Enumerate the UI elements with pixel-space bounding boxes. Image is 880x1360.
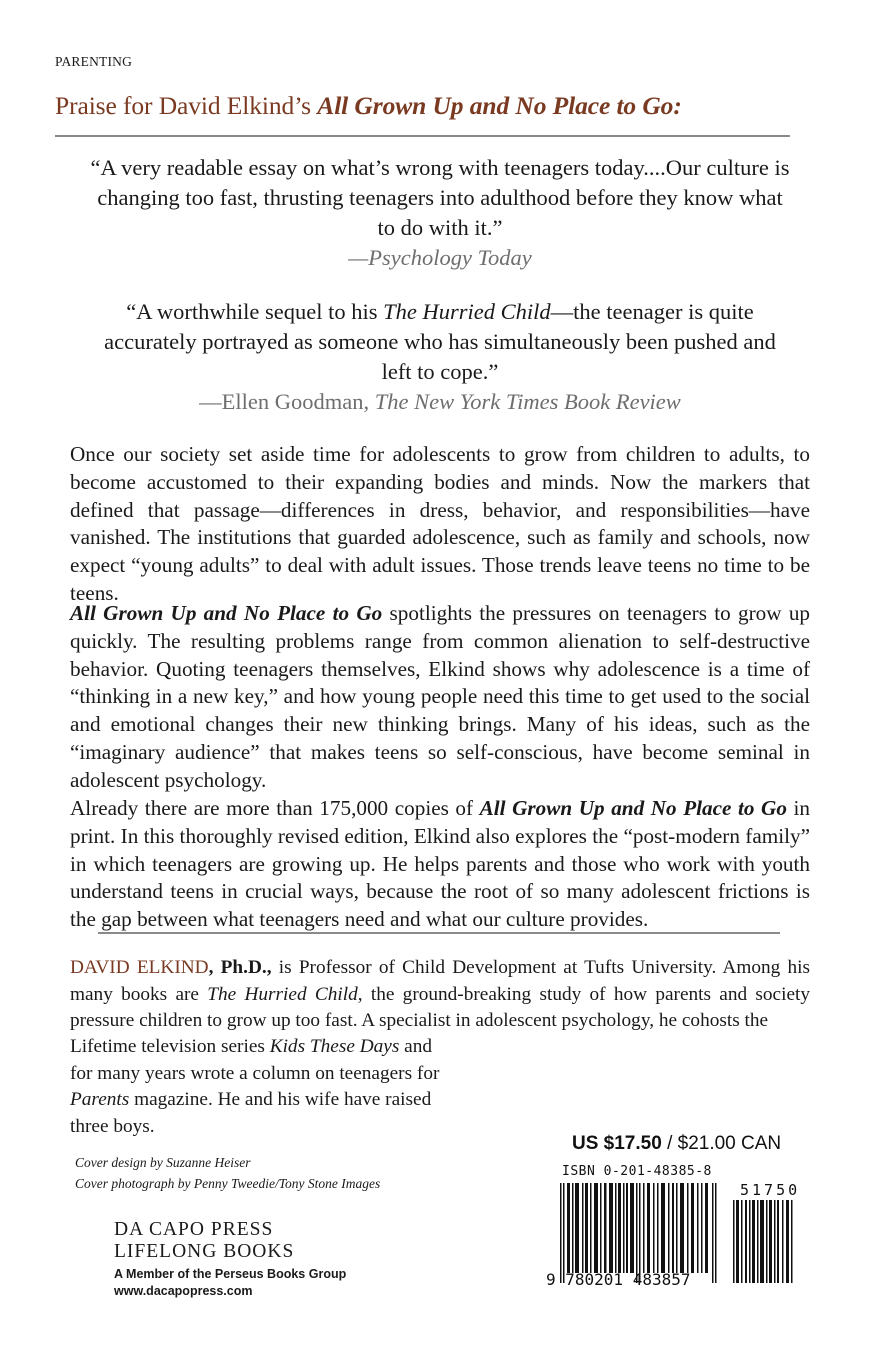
publisher-url: www.dacapopress.com xyxy=(114,1284,253,1298)
cover-design-credit: Cover design by Suzanne Heiser xyxy=(75,1155,251,1170)
bio-divider xyxy=(98,932,780,934)
author-name: DAVID ELKIND xyxy=(70,957,209,978)
description-paragraph-3 xyxy=(70,795,810,934)
publisher-block xyxy=(114,1219,346,1299)
book-title: All Grown Up and No Place to Go xyxy=(479,796,787,820)
bio-show-title: Kids These Days xyxy=(269,1036,400,1057)
author-bio-continued xyxy=(70,1034,455,1140)
book-title: All Grown Up and No Place to Go xyxy=(70,601,383,625)
cover-credits xyxy=(75,1153,380,1194)
quote-text-before: “A worthwhile sequel to his xyxy=(126,299,384,324)
quote-text-after: —the teenager is quite accurately portrayed as someone who has simultaneously been pushed and left to cope.” xyxy=(104,299,776,384)
publisher-name: DA CAPO PRESS xyxy=(114,1219,274,1240)
addon-barcode-icon xyxy=(733,1200,793,1283)
price-us: US $17.50 xyxy=(572,1133,662,1154)
paragraph-text: Already there are more than 175,000 copies of xyxy=(70,796,480,820)
category-label: PARENTING xyxy=(55,54,133,69)
top-divider xyxy=(55,135,790,137)
publisher-imprint: LIFELONG BOOKS xyxy=(114,1241,295,1262)
bio-text: Lifetime television series xyxy=(70,1036,270,1057)
price-separator: / xyxy=(661,1133,678,1154)
author-bio xyxy=(70,955,810,1035)
barcode-ean-digits: 9 780201 483857 xyxy=(546,1270,691,1289)
isbn-label: ISBN 0-201-48385-8 xyxy=(562,1164,712,1179)
author-degree: , Ph.D., xyxy=(208,957,272,978)
quote-book-title: The Hurried Child xyxy=(383,299,551,324)
barcode-addon-digits: 51750 xyxy=(740,1181,801,1199)
publisher-member: A Member of the Perseus Books Group xyxy=(114,1267,347,1281)
description-paragraph-2 xyxy=(70,600,810,795)
review-quote-nyt xyxy=(90,297,790,417)
paragraph-text: in print. In this thoroughly revised edition, Elkind also explores the “post-modern family” in which teenagers are growing up. He helps parents and those who work with youth understand teens in crucial ways, because the root of so many adolescent frictions is the gap between what teenagers need and what our culture provides. xyxy=(70,796,811,932)
description-paragraph-1: Once our society set aside time for adolescents to grow from children to adults, to become accustomed to their expanding bodies and minds. Now the markers that defined that passage—differences in dress, behavior, and responsibilities—have vanished. The institutions that guarded adolescence, such as family and schools, now expect “young adults” to deal with adult issues. Those trends leave teens no time to be teens. xyxy=(70,442,810,605)
review-quote-psychology-today xyxy=(90,153,790,273)
price-can: $21.00 CAN xyxy=(677,1133,782,1154)
bio-text: and for many years wrote a column on teenagers for xyxy=(70,1036,440,1084)
bio-text: magazine. He and his wife have raised three boys. xyxy=(70,1089,432,1137)
cover-photo-credit: Cover photograph by Penny Tweedie/Tony Stone Images xyxy=(75,1175,381,1191)
paragraph-text: spotlights the pressures on teenagers to grow up quickly. The resulting problems range from common alienation to self-destructive behavior. Quoting teenagers themselves, Elkind shows why adolescence is a time of “thinking in a new key,” and how young people need this time to get used to the social and emotional changes their new thinking brings. Many of his ideas, such as the “imaginary audience” that makes teens so self-conscious, have become seminal in adolescent psychology. xyxy=(70,601,811,792)
quote-attribution xyxy=(90,387,790,417)
quote-attribution: —Psychology Today xyxy=(348,245,532,270)
bio-text: , the ground-breaking study of how parents and society pressure children to grow up too fast. A specialist in adolescent psychology, he cohosts the xyxy=(70,983,811,1031)
quote-text: “A very readable essay on what’s wrong with teenagers today....Our culture is changing too fast, thrusting teenagers into adulthood before they know what to do with it.” xyxy=(90,155,790,240)
praise-heading-book-title: All Grown Up and No Place to Go: xyxy=(317,91,682,120)
bio-book-title: The Hurried Child xyxy=(207,983,358,1005)
barcode-icon xyxy=(560,1183,720,1283)
bio-magazine-title: Parents xyxy=(70,1089,130,1110)
praise-heading xyxy=(55,91,682,121)
attribution-author: —Ellen Goodman, xyxy=(199,389,375,414)
bio-text: is Professor of Child Development at Tufts University. Among his many books are xyxy=(70,957,810,1005)
price-label xyxy=(572,1133,781,1155)
attribution-source: The New York Times Book Review xyxy=(374,389,681,414)
praise-heading-prefix: Praise for David Elkind’s xyxy=(55,91,318,120)
